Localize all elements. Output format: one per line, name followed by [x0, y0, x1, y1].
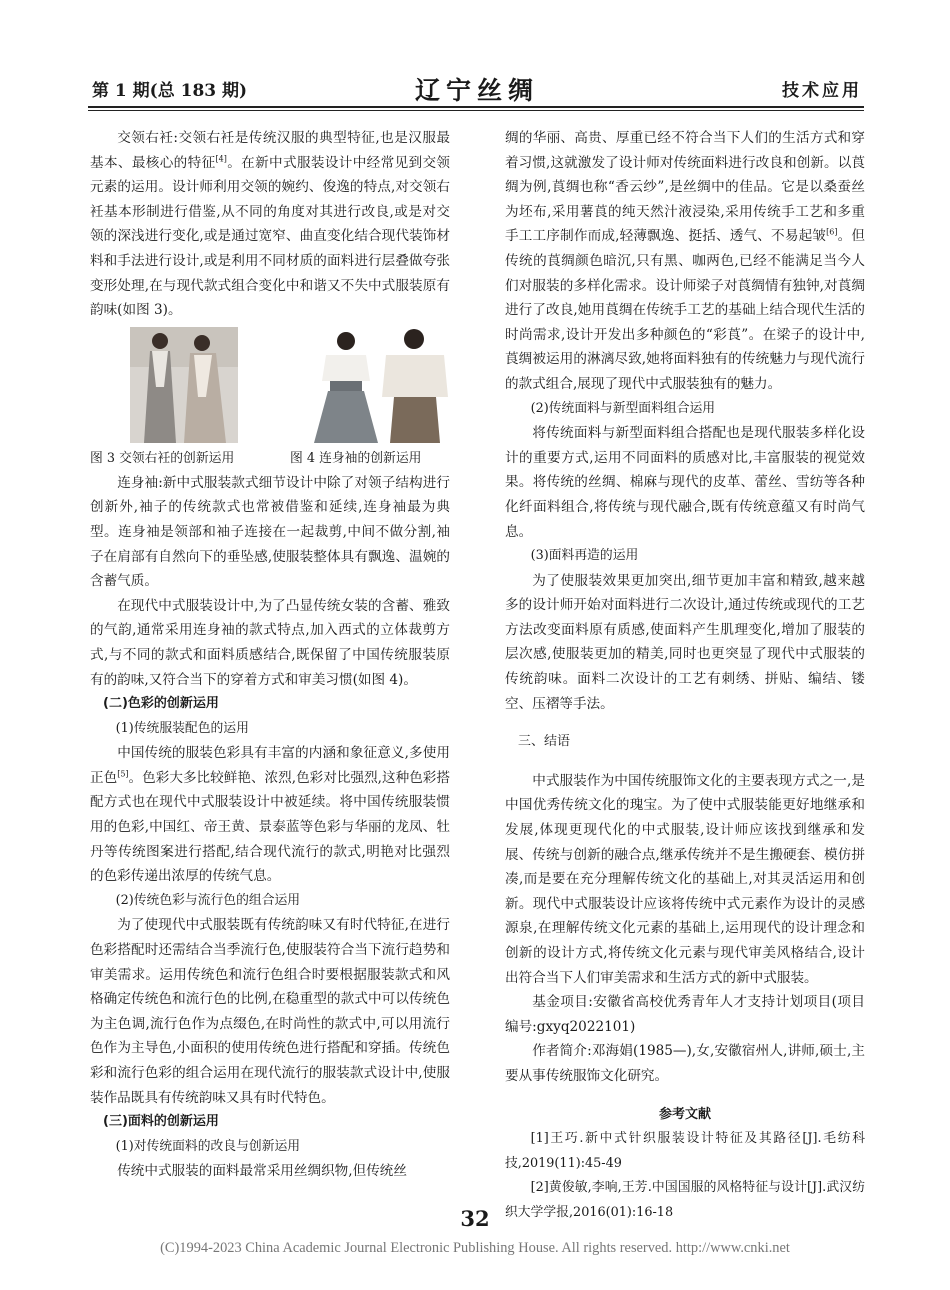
- journal-title: 辽宁丝绸: [414, 76, 539, 105]
- page-number: 32: [460, 1206, 490, 1231]
- paragraph: 中式服装作为中国传统服饰文化的主要表现方式之一,是中国优秀传统文化的瑰宝。为了使中式服装能更好地继承和发展,体现更现代化的中式服装,设计师应该找到继承和发展、传统与创新的融合点,继承传统并不是生搬硬套、模仿拼凑,而是要在充分理解传统文化的基础上,对其灵活运用和创新。现代中式服装设计应该将传统中式元素作为设计的灵感源泉,在理解传统文化元素的基础上,运用现代的设计理念和创新的设计方式,将传统文化元素与现代审美风格结合,设计出符合当下人们审美需求和生活方式的新中式服装。: [505, 772, 865, 986]
- citation: [4]: [215, 154, 227, 164]
- funding-note: 基金项目:安徽省高校优秀青年人才支持计划项目(项目编号:gxyq2022101): [505, 994, 865, 1035]
- references-title: 参考文献: [658, 1106, 711, 1122]
- author-note: 作者简介:邓海娟(1985—),女,安徽宿州人,讲师,硕士,主要从事传统服饰文化研究。: [505, 1043, 865, 1084]
- subsubsection-heading: (1)传统服装配色的运用: [115, 720, 249, 736]
- subsection-heading: (三)面料的创新运用: [103, 1114, 219, 1130]
- reference-item: [1]王巧.新中式针织服装设计特征及其路径[J].毛纺科技,2019(11):45-49: [505, 1131, 865, 1171]
- paragraph: 交领右衽:交领右衽是传统汉服的典型特征,也是汉服最基本、最核心的特征[4]。在新中式服装设计中经常见到交领元素的运用。设计师利用交领的婉约、俊逸的特点,对交领右衽基本形制进行借鉴,从不同的角度对其进行改良,或是对交领的深浅进行变化,或是通过宽窄、曲直变化结合现代装饰材料和手法进行设计,或是利用不同材质的面料进行层叠做夸张变形处理,在与现代款式组合变化中和谐又不失中式服装原有韵味(如图 3)。: [90, 130, 450, 319]
- figure-captions: [90, 447, 450, 471]
- paragraph: 为了使现代中式服装既有传统韵味又有时代特征,在进行色彩搭配时还需结合当季流行色,使服装符合当下流行趋势和审美需求。运用传统色和流行色组合时要根据服装款式和风格确定传统色和流行色的比例,在稳重型的款式中可以传统色为主色调,流行色作为点缀色,在时尚性的款式中,可以用流行色作为主导色,小面积的使用传统色进行搭配和穿插。传统色彩和流行色彩的组合运用在现代流行的服装款式设计中,使服装作品既具有传统韵味又具有时代特色。: [90, 917, 450, 1106]
- figure-4-caption: 图 4 连身袖的创新运用: [290, 450, 422, 466]
- section-heading: 三、结语: [518, 734, 571, 750]
- issue-label: 第 1 期(总 183 期): [92, 81, 248, 101]
- section-label: 技术应用: [782, 81, 862, 101]
- running-header: [92, 76, 862, 106]
- paragraph: 将传统面料与新型面料组合搭配也是现代服装多样化设计的重要方式,运用不同面料的质感对比,丰富服装的视觉效果。将传统的丝绸、棉麻与现代的皮革、蕾丝、雪纺等各种化纤面料组合,将传统与现代融合,既有传统意蕴又有时尚气息。: [505, 425, 865, 540]
- subsubsection-heading: (2)传统面料与新型面料组合运用: [530, 400, 716, 416]
- copyright-footer: (C)1994-2023 China Academic Journal Electronic Publishing House. All rights reserved. http://www.cnki.net: [160, 1240, 790, 1256]
- citation: [5]: [117, 769, 129, 779]
- paragraph: 连身袖:新中式服装款式细节设计中除了对领子结构进行创新外,袖子的传统款式也常被借鉴和延续,连身袖最为典型。连身袖是领部和袖子连接在一起裁剪,中间不做分割,袖子在肩部有自然向下的垂坠感,使服装整体具有飘逸、温婉的含蓄气质。: [90, 474, 450, 590]
- paragraph: 在现代中式服装设计中,为了凸显传统女装的含蓄、雅致的气韵,通常采用连身袖的款式特点,加入西式的立体裁剪方式,与不同的款式和面料质感结合,既保留了中国传统服装原有的韵味,又符合当下的穿着方式和审美习惯(如图 4)。: [90, 597, 450, 688]
- paragraph: 传统中式服装的面料最常采用丝绸织物,但传统丝: [117, 1163, 407, 1180]
- header-rule: [88, 106, 864, 108]
- left-column: [90, 126, 450, 1184]
- header-rule-thin: [88, 110, 864, 111]
- reference-item: [2]黄俊敏,李响,王芳.中国国服的风格特征与设计[J].武汉纺织大学学报,2016(01):16-18: [505, 1180, 865, 1220]
- figure-4-photo: [308, 327, 456, 443]
- citation: [6]: [826, 227, 838, 237]
- subsection-heading: (二)色彩的创新运用: [103, 696, 219, 712]
- figure-row: [90, 327, 450, 443]
- paragraph: 绸的华丽、高贵、厚重已经不符合当下人们的生活方式和穿着习惯,这就激发了设计师对传统面料进行改良和创新。以莨绸为例,莨绸也称“香云纱”,是丝绸中的佳品。它是以桑蚕丝为坯布,采用薯莨的纯天然汁液浸染,采用传统手工艺和多重手工工序制作而成,轻薄飘逸、挺括、透气、不易起皱[6]。但传统的莨绸颜色暗沉,只有黑、咖两色,已经不能满足当今人们对服装的多样化需求。设计师梁子对莨绸情有独钟,对莨绸进行了改良,她用莨绸在传统手工艺的基础上结合现代生活的时尚需求,设计开发出多种颜色的“彩莨”。在梁子的设计中,莨绸被运用的淋漓尽致,她将面料独有的传统魅力与现代流行的款式组合,展现了现代中式服装独有的魅力。: [505, 130, 866, 392]
- subsubsection-heading: (1)对传统面料的改良与创新运用: [115, 1138, 301, 1154]
- figure-3-caption: 图 3 交领右衽的创新运用: [90, 450, 235, 466]
- paragraph: 为了使服装效果更加突出,细节更加丰富和精致,越来越多的设计师开始对面料进行二次设计,通过传统或现代的工艺方法改变面料原有质感,使面料产生肌理变化,增加了服装的层次感,使服装更加的精美,同时也更突显了现代中式服装的传统韵味。面料二次设计的工艺有刺绣、拼贴、编结、镂空、压褶等手法。: [505, 572, 865, 712]
- right-column: [505, 126, 865, 1226]
- figure-3-photo: [130, 327, 238, 443]
- subsubsection-heading: (2)传统色彩与流行色的组合运用: [115, 892, 301, 908]
- subsubsection-heading: (3)面料再造的运用: [530, 548, 639, 564]
- paragraph: 中国传统的服装色彩具有丰富的内涵和象征意义,多使用正色[5]。色彩大多比较鲜艳、浓烈,色彩对比强烈,这种色彩搭配方式也在现代中式服装设计中被延续。将中国传统服装惯用的色彩,中国红、帝王黄、景泰蓝等色彩与华丽的龙凤、牡丹等传统图案进行搭配,结合现代流行的款式,明艳对比强烈的色彩传递出浓厚的传统气息。: [90, 745, 451, 885]
